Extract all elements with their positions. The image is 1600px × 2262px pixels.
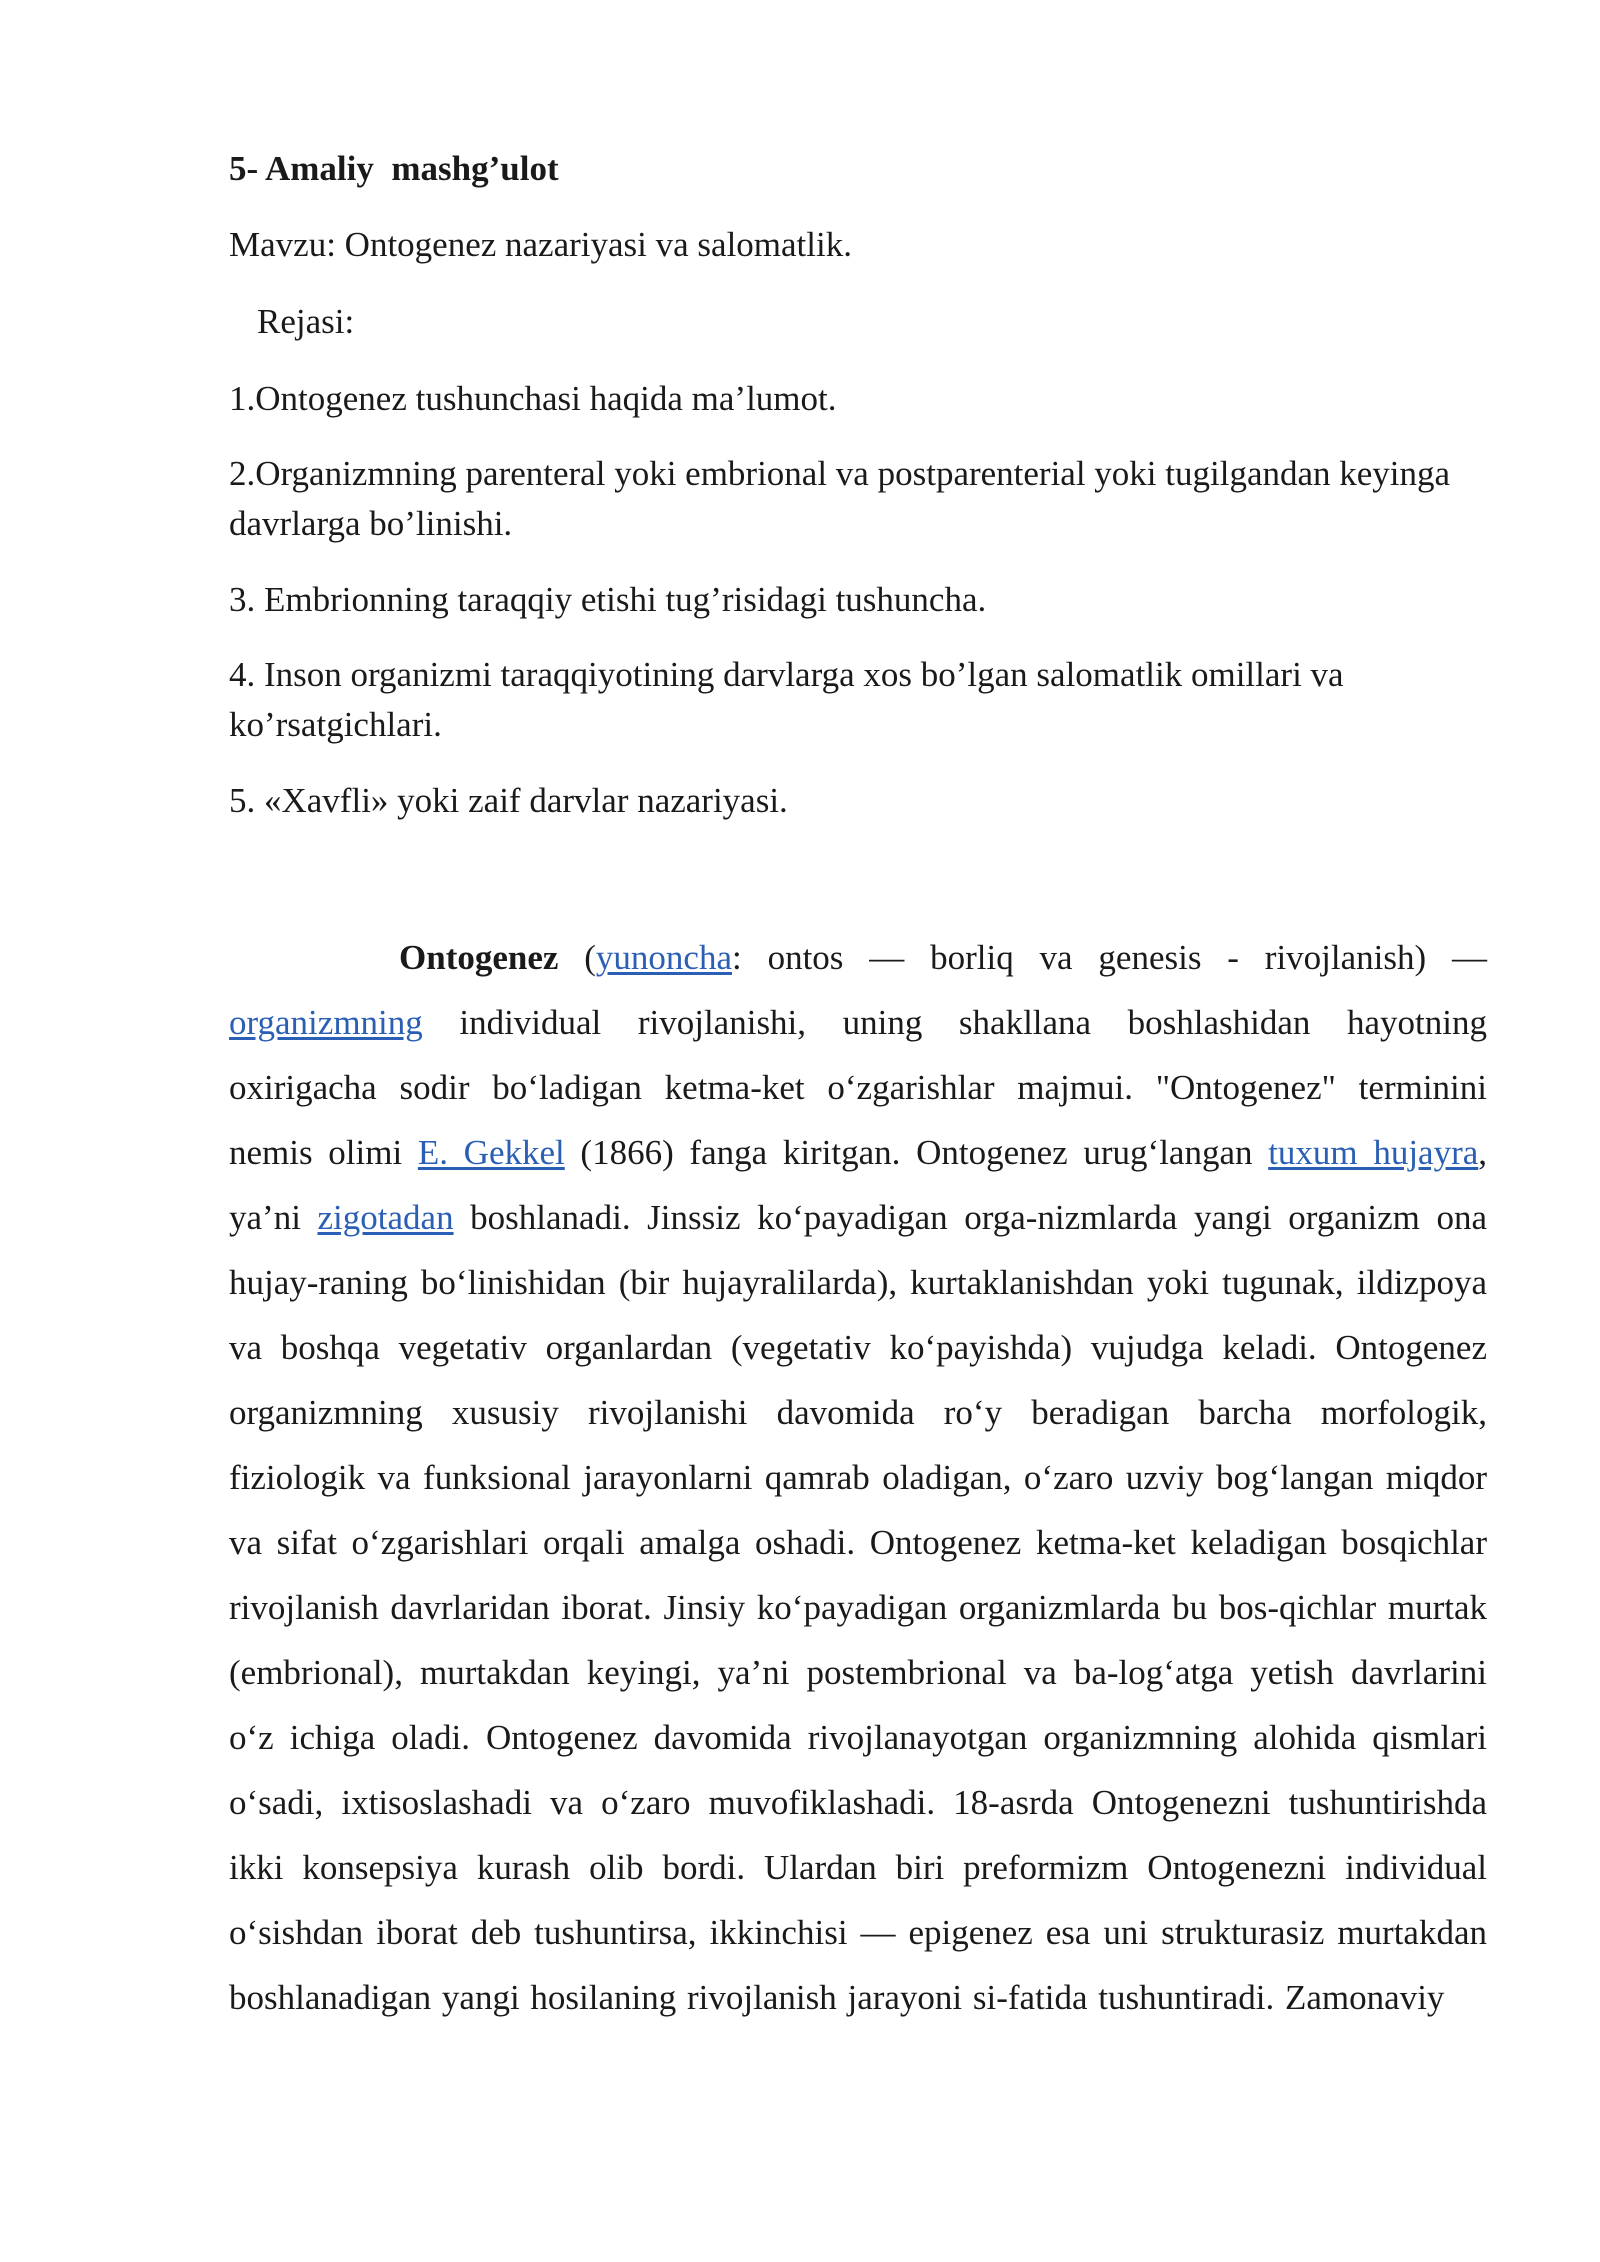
plan-label: Rejasi: xyxy=(257,301,355,341)
document-heading: 5- Amaliy mashg’ulot xyxy=(229,149,559,188)
text-fragment-2: : ontos — borliq va genesis - rivojlanish) — xyxy=(732,938,1487,978)
plan-item-4: 4. Inson organizmi taraqqiyotining darvlarga xos bo’lgan salomatlik omillari va ko’rsatgichlari. xyxy=(229,655,1344,744)
topic-line: Mavzu: Ontogenez nazariyasi va salomatlik. xyxy=(229,225,852,264)
text-fragment-5: , ya’ni xyxy=(229,1133,1488,1238)
plan-item-2: 2.Organizmning parenteral yoki embrional va postparenterial yoki tugilgandan keyinga davrlarga bo’linishi. xyxy=(229,454,1451,543)
link-yunoncha[interactable]: yunoncha xyxy=(595,938,732,978)
article-paragraph xyxy=(229,925,1487,2030)
plan-item-5: 5. «Xavfli» yoki zaif darvlar nazariyasi. xyxy=(229,780,788,820)
link-zigotadan[interactable]: zigotadan xyxy=(317,1198,454,1238)
text-fragment-3: individual rivojlanishi, uning shakllana boshlashidan hayotning oxirigacha sodir bo‘ladigan ketma-ket o‘zgarishlar majmui. "Ontogenez" terminini nemis olimi xyxy=(229,1003,1487,1173)
plan-list xyxy=(229,374,1487,826)
document-page xyxy=(229,148,1487,2065)
link-organizmning[interactable]: organizmning xyxy=(229,1003,423,1043)
article-term: Ontogenez xyxy=(399,938,559,978)
plan-item-3: 3. Embrionning taraqqiy etishi tug’risidagi tushuncha. xyxy=(229,579,987,619)
text-fragment-4: (1866) fanga kiritgan. Ontogenez urug‘langan xyxy=(564,1133,1269,1173)
text-fragment-1: ( xyxy=(558,938,596,978)
text-fragment-6: boshlanadi. Jinssiz ko‘payadigan orga-nizmlarda yangi organizm ona hujay-raning bo‘linishidan (bir hujayralilarda), kurtaklanishdan yoki tugunak, ildizpoya va boshqa vegetativ organlardan (vegetativ ko‘payishda) vujudga keladi. Ontogenez organizmning xususiy rivojlanishi davomida ro‘y beradigan barcha morfologik, fiziologik va funksional jarayonlarni qamrab oladigan, o‘zaro uzviy bog‘langan miqdor va sifat o‘zgarishlari orqali amalga oshadi. Ontogenez ketma-ket keladigan bosqichlar rivojlanish davrlaridan iborat. Jinsiy ko‘payadigan organizmlarda bu bos-qichlar murtak (embrional), murtakdan keyingi, ya’ni postembrional va ba-log‘atga yetish davrlarini o‘z ichiga oladi. Ontogenez davomida rivojlanayotgan organizmning alohida qismlari o‘sadi, ixtisoslashadi va o‘zaro muvofiklashadi. 18-asrda Ontogenezni tushuntirishda ikki konsepsiya kurash olib bordi. Ulardan biri preformizm Ontogenezni individual o‘sishdan iborat deb tushuntirsa, ikkinchisi — epigenez esa uni strukturasiz murtakdan boshlanadigan yangi hosilaning rivojlanish jarayoni si-fatida tushuntiradi. Zamonaviy xyxy=(229,1198,1487,2018)
plan-item-1: 1.Ontogenez tushunchasi haqida ma’lumot. xyxy=(229,378,837,418)
link-tuxum-hujayra[interactable]: tuxum hujayra xyxy=(1268,1133,1479,1173)
link-gekkel[interactable]: E. Gekkel xyxy=(417,1133,565,1173)
